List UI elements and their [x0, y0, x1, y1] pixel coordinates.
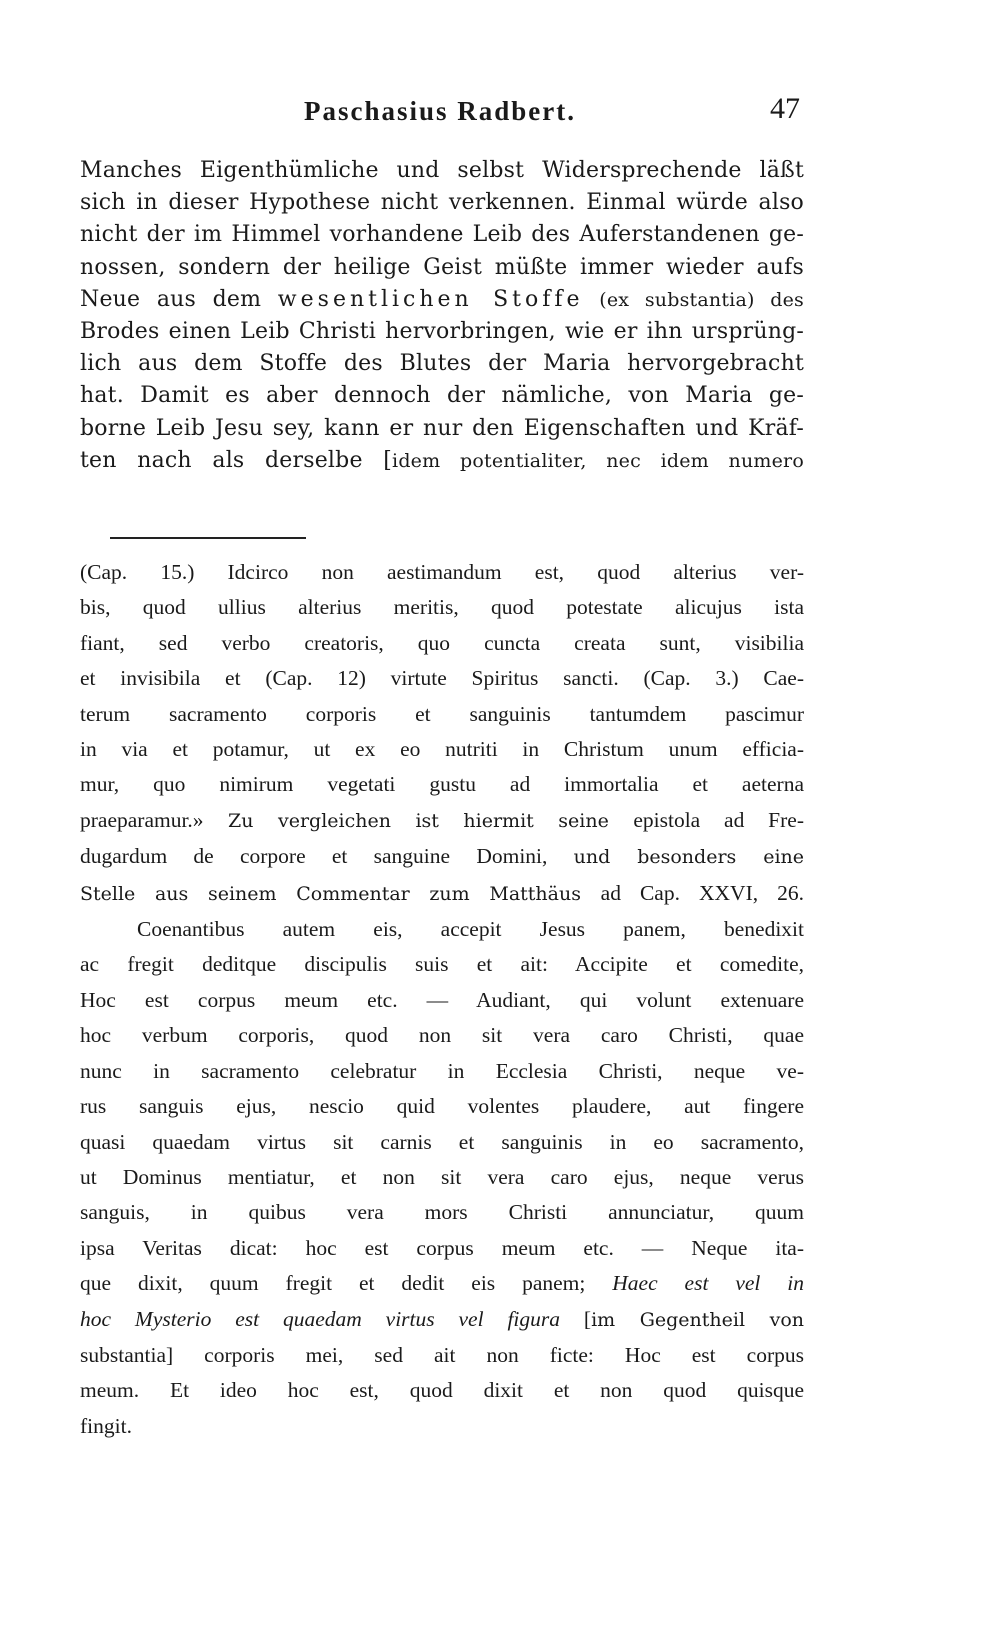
note-line: fingit.	[80, 1413, 132, 1438]
text-line: Neue aus dem wesentlichen Stoffe (ex substantia) des	[80, 286, 804, 312]
note-line: sanguis, in quibus vera mors Christi annunciatur, quum	[80, 1200, 804, 1225]
main-text	[80, 155, 804, 477]
italic-quote: hoc Mysterio est quaedam virtus vel figura	[80, 1306, 561, 1331]
note-line: (Cap. 15.) Idcirco non aestimandum est, quod alterius ver-	[80, 560, 804, 584]
text-line: nicht der im Himmel vorhandene Leib des Auferstandenen ge-	[80, 222, 804, 248]
footnote-text	[80, 555, 804, 1444]
note-line: ac fregit deditque discipulis suis et ait: Accipite et comedite,	[80, 952, 804, 977]
text-line: ten nach als derselbe [idem potentialiter, nec idem numero	[80, 447, 804, 473]
note-line: meum. Et ideo hoc est, quod dixit et non quod quisque	[80, 1378, 804, 1403]
note-line: hoc verbum corporis, quod non sit vera caro Christi, quae	[80, 1023, 804, 1048]
emphasized-text: wesentlichen Stoffe	[277, 286, 584, 312]
text-line: nossen, sondern der heilige Geist müßte immer wieder aufs	[80, 254, 804, 280]
note-line: substantia] corporis mei, sed ait non ficte: Hoc est corpus	[80, 1342, 804, 1367]
text-line: borne Leib Jesu sey, kann er nur den Eigenschaften und Kräf-	[80, 415, 804, 441]
note-line: praeparamur.» Zu vergleichen ist hiermit seine epistola ad Fre-	[80, 807, 804, 832]
note-line: hoc Mysterio est quaedam virtus vel figura [im Gegentheil von	[80, 1306, 804, 1331]
page-number: 47	[770, 92, 800, 125]
note-line: rus sanguis ejus, nescio quid volentes plaudere, aut fingere	[80, 1094, 804, 1119]
note-line: dugardum de corpore et sanguine Domini, und besonders eine	[80, 844, 804, 869]
note-line: terum sacramento corporis et sanguinis tantumdem pascimur	[80, 701, 804, 726]
note-line: in via et potamur, ut ex eo nutriti in Christum unum efficia-	[80, 737, 804, 762]
note-line: Coenantibus autem eis, accepit Jesus panem, benedixit	[137, 917, 804, 942]
note-line: ipsa Veritas dicat: hoc est corpus meum etc. — Neque ita-	[80, 1235, 804, 1260]
note-line: mur, quo nimirum vegetati gustu ad immortalia et aeterna	[80, 772, 804, 797]
note-line: Stelle aus seinem Commentar zum Matthäus ad Cap. XXVI, 26.	[80, 880, 804, 905]
text-line: Brodes einen Leib Christi hervorbringen, wie er ihn ursprüng-	[80, 319, 804, 345]
text-line: hat. Damit es aber dennoch der nämliche, von Maria ge-	[80, 383, 804, 409]
footnote-separator	[110, 537, 306, 539]
running-head	[80, 92, 800, 132]
note-line: que dixit, quum fregit et dedit eis panem; Haec est vel in	[80, 1271, 804, 1296]
note-line: ut Dominus mentiatur, et non sit vera caro ejus, neque verus	[80, 1164, 804, 1189]
note-line: Hoc est corpus meum etc. — Audiant, qui volunt extenuare	[80, 987, 804, 1012]
note-line: nunc in sacramento celebratur in Ecclesia Christi, neque ve-	[80, 1058, 804, 1083]
text-line: Manches Eigenthümliche und selbst Widersprechende läßt	[80, 158, 804, 183]
text-line: sich in dieser Hypothese nicht verkennen. Einmal würde also	[80, 190, 804, 216]
text-line: lich aus dem Stoffe des Blutes der Maria hervorgebracht	[80, 351, 804, 377]
running-title: Paschasius Radbert.	[303, 96, 577, 126]
italic-quote: Haec est vel in	[612, 1271, 804, 1296]
note-line: fiant, sed verbo creatoris, quo cuncta creata sunt, visibilia	[80, 630, 804, 655]
note-line: et invisibila et (Cap. 12) virtute Spiritus sancti. (Cap. 3.) Cae-	[80, 666, 804, 691]
note-line: bis, quod ullius alterius meritis, quod potestate alicujus ista	[80, 595, 804, 620]
note-line: quasi quaedam virtus sit carnis et sanguinis in eo sacramento,	[80, 1129, 804, 1154]
